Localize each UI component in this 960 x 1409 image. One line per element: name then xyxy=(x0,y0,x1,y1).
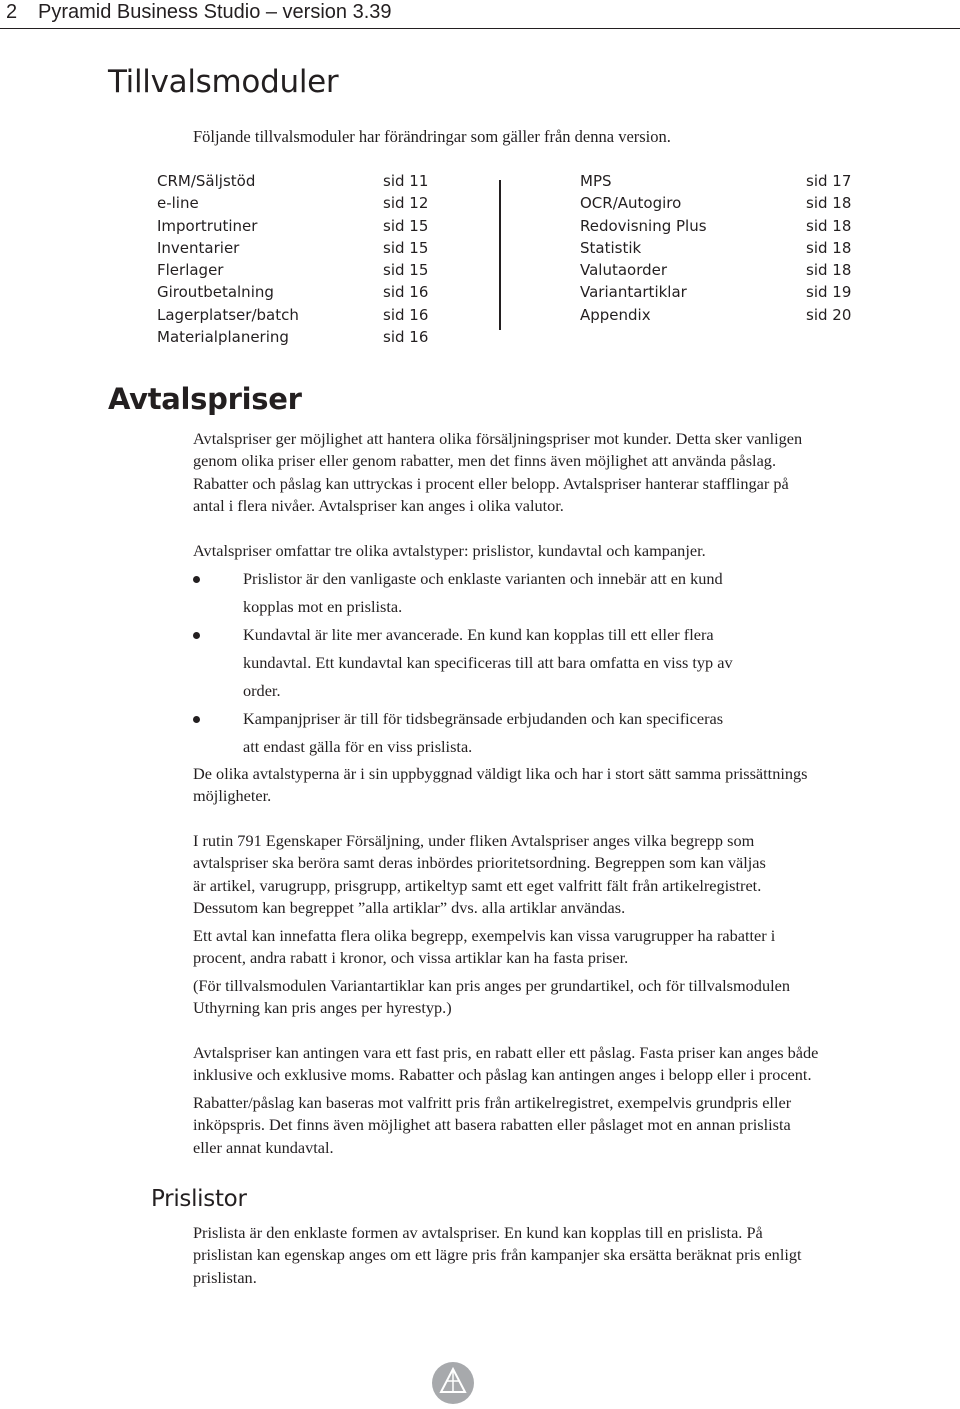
module-row xyxy=(580,259,870,281)
module-row xyxy=(580,215,870,237)
column-divider xyxy=(499,180,501,330)
avtalspriser-paragraph-8 xyxy=(193,1092,893,1159)
text-line: är artikel, varugrupp, prisgrupp, artikeltyp samt ett eget valfritt fält från artikelregistret. xyxy=(193,875,762,895)
running-header xyxy=(0,0,960,29)
module-page: sid 18 xyxy=(806,216,852,235)
text-line: procent, andra rabatt i kronor, och vissa artiklar kan ha fasta priser. xyxy=(193,948,629,968)
text-line: möjligheter. xyxy=(193,786,272,806)
module-row xyxy=(157,326,437,348)
text-line: Rabatter/påslag kan baseras mot valfritt pris från artikelregistret, exempelvis grundpris eller xyxy=(193,1093,792,1112)
module-row xyxy=(157,192,437,214)
text-line: Uthyrning kan pris anges per hyrestyp.) xyxy=(193,998,452,1018)
avtalspriser-paragraph-5 xyxy=(193,925,893,970)
module-row xyxy=(580,281,870,303)
module-row xyxy=(157,170,437,192)
module-page: sid 18 xyxy=(806,194,852,213)
avtalstyper-list xyxy=(193,565,833,761)
header-rule xyxy=(0,28,960,29)
text-line: Prislistor är den vanligaste och enklaste varianten och innebär att en kund xyxy=(243,569,723,588)
bullet-icon xyxy=(193,632,200,639)
avtalspriser-paragraph-3 xyxy=(193,763,893,808)
section-title: Tillvalsmoduler xyxy=(108,64,339,100)
text-line: Kampanjpriser är till för tidsbegränsade erbjudanden och kan specificeras xyxy=(243,709,724,728)
page-number: 2 xyxy=(6,1,18,23)
module-list-right xyxy=(580,170,870,326)
list-item xyxy=(193,565,833,621)
intro-text: Följande tillvalsmoduler har förändringar som gäller från denna version. xyxy=(193,127,671,146)
avtalspriser-paragraph-4 xyxy=(193,830,893,920)
module-name: Materialplanering xyxy=(157,328,289,347)
text-line: inköpspris. Det finns även möjlighet att basera rabatten eller påslaget mot en annan prislista xyxy=(193,1115,791,1135)
module-page: sid 18 xyxy=(806,261,852,280)
module-name: Variantartiklar xyxy=(580,283,687,302)
text-line: antal i flera nivåer. Avtalspriser kan anges i olika valutor. xyxy=(193,496,564,516)
module-row xyxy=(580,237,870,259)
bullet-icon xyxy=(193,576,200,583)
module-name: Lagerplatser/batch xyxy=(157,305,299,324)
pyramid-logo-icon xyxy=(431,1361,475,1405)
module-name: Inventarier xyxy=(157,238,240,257)
text-line: Ett avtal kan innefatta flera olika begrepp, exempelvis kan vissa varugrupper ha rabatter i xyxy=(193,926,776,945)
module-page: sid 16 xyxy=(383,305,429,324)
module-name: Valutaorder xyxy=(580,261,668,280)
text-line: prislistan. xyxy=(193,1267,257,1287)
text-line: kundavtal. Ett kundavtal kan specificeras till att bara omfatta en viss typ av xyxy=(243,653,733,672)
list-item xyxy=(193,621,833,705)
text-line: Avtalspriser kan antingen vara ett fast pris, en rabatt eller ett påslag. Fasta priser kan anges både xyxy=(193,1043,819,1062)
module-page: sid 16 xyxy=(383,283,429,302)
avtalspriser-paragraph-7 xyxy=(193,1042,893,1087)
module-page: sid 20 xyxy=(806,305,852,324)
text-line: order. xyxy=(243,681,281,700)
module-page: sid 16 xyxy=(383,328,429,347)
module-row xyxy=(157,215,437,237)
module-name: Giroutbetalning xyxy=(157,283,274,302)
text-line: I rutin 791 Egenskaper Försäljning, under fliken Avtalspriser anges vilka begrepp som xyxy=(193,831,755,850)
prislistor-title: Prislistor xyxy=(151,1186,247,1212)
text-line: avtalspriser ska beröra samt deras inbördes prioritetsordning. Begreppen som kan väljas xyxy=(193,853,766,873)
module-page: sid 19 xyxy=(806,283,852,302)
text-line: eller annat kundavtal. xyxy=(193,1137,334,1157)
module-row xyxy=(157,259,437,281)
module-row xyxy=(580,304,870,326)
text-line: att endast gälla för en viss prislista. xyxy=(243,737,473,756)
module-page: sid 17 xyxy=(806,172,852,190)
running-title: Pyramid Business Studio – version 3.39 xyxy=(38,1,392,23)
module-row xyxy=(157,281,437,303)
text-line: kopplas mot en prislista. xyxy=(243,597,403,616)
module-row xyxy=(580,192,870,214)
module-name: Statistik xyxy=(580,238,642,257)
avtalspriser-paragraph-2: Avtalspriser omfattar tre olika avtalstyper: prislistor, kundavtal och kampanjer. xyxy=(193,541,706,560)
text-line: De olika avtalstyperna är i sin uppbyggnad väldigt lika och har i stort sätt samma prissättnings xyxy=(193,764,808,783)
module-name: Appendix xyxy=(580,305,651,324)
module-name: Redovisning Plus xyxy=(580,216,707,235)
module-name: Importrutiner xyxy=(157,216,258,235)
text-line: Prislista är den enklaste formen av avtalspriser. En kund kan kopplas till en prislista. På xyxy=(193,1223,763,1242)
text-line: Rabatter och påslag kan uttryckas i procent eller belopp. Avtalspriser hanterar stafflingar på xyxy=(193,473,789,493)
text-line: inklusive och exklusive moms. Rabatter och påslag kan antingen anges i belopp eller i procent. xyxy=(193,1065,812,1085)
module-page: sid 12 xyxy=(383,194,429,213)
module-page: sid 15 xyxy=(383,261,429,280)
module-row xyxy=(157,304,437,326)
text-line: genom olika priser eller genom rabatter, men det finns även möjlighet att använda påslag. xyxy=(193,451,777,471)
text-line: prislistan kan egenskap anges om ett lägre pris från kampanjer ska ersätta beräknat pris enligt xyxy=(193,1245,802,1265)
text-line: (För tillvalsmodulen Variantartiklar kan pris anges per grundartikel, och för tillvalsmodulen xyxy=(193,976,790,995)
module-name: MPS xyxy=(580,172,612,190)
bullet-icon xyxy=(193,716,200,723)
module-page: sid 18 xyxy=(806,238,852,257)
module-row xyxy=(157,237,437,259)
module-page: sid 15 xyxy=(383,238,429,257)
text-line: Avtalspriser ger möjlighet att hantera olika försäljningspriser mot kunder. Detta sker vanligen xyxy=(193,429,803,448)
avtalspriser-paragraph-1 xyxy=(193,428,893,518)
text-line: Dessutom kan begreppet ”alla artiklar” dvs. alla artiklar användas. xyxy=(193,898,626,918)
avtalspriser-title: Avtalspriser xyxy=(108,382,302,416)
module-row xyxy=(580,170,870,192)
module-list-left xyxy=(157,170,437,348)
module-page: sid 11 xyxy=(383,172,429,190)
text-line: Kundavtal är lite mer avancerade. En kund kan kopplas till ett eller flera xyxy=(243,625,714,644)
module-name: Flerlager xyxy=(157,261,224,280)
list-item xyxy=(193,705,833,761)
avtalspriser-paragraph-6 xyxy=(193,975,893,1020)
module-name: CRM/Säljstöd xyxy=(157,172,256,190)
module-name: OCR/Autogiro xyxy=(580,194,682,213)
module-page: sid 15 xyxy=(383,216,429,235)
module-name: e-line xyxy=(157,194,199,213)
prislistor-paragraph xyxy=(193,1222,893,1289)
